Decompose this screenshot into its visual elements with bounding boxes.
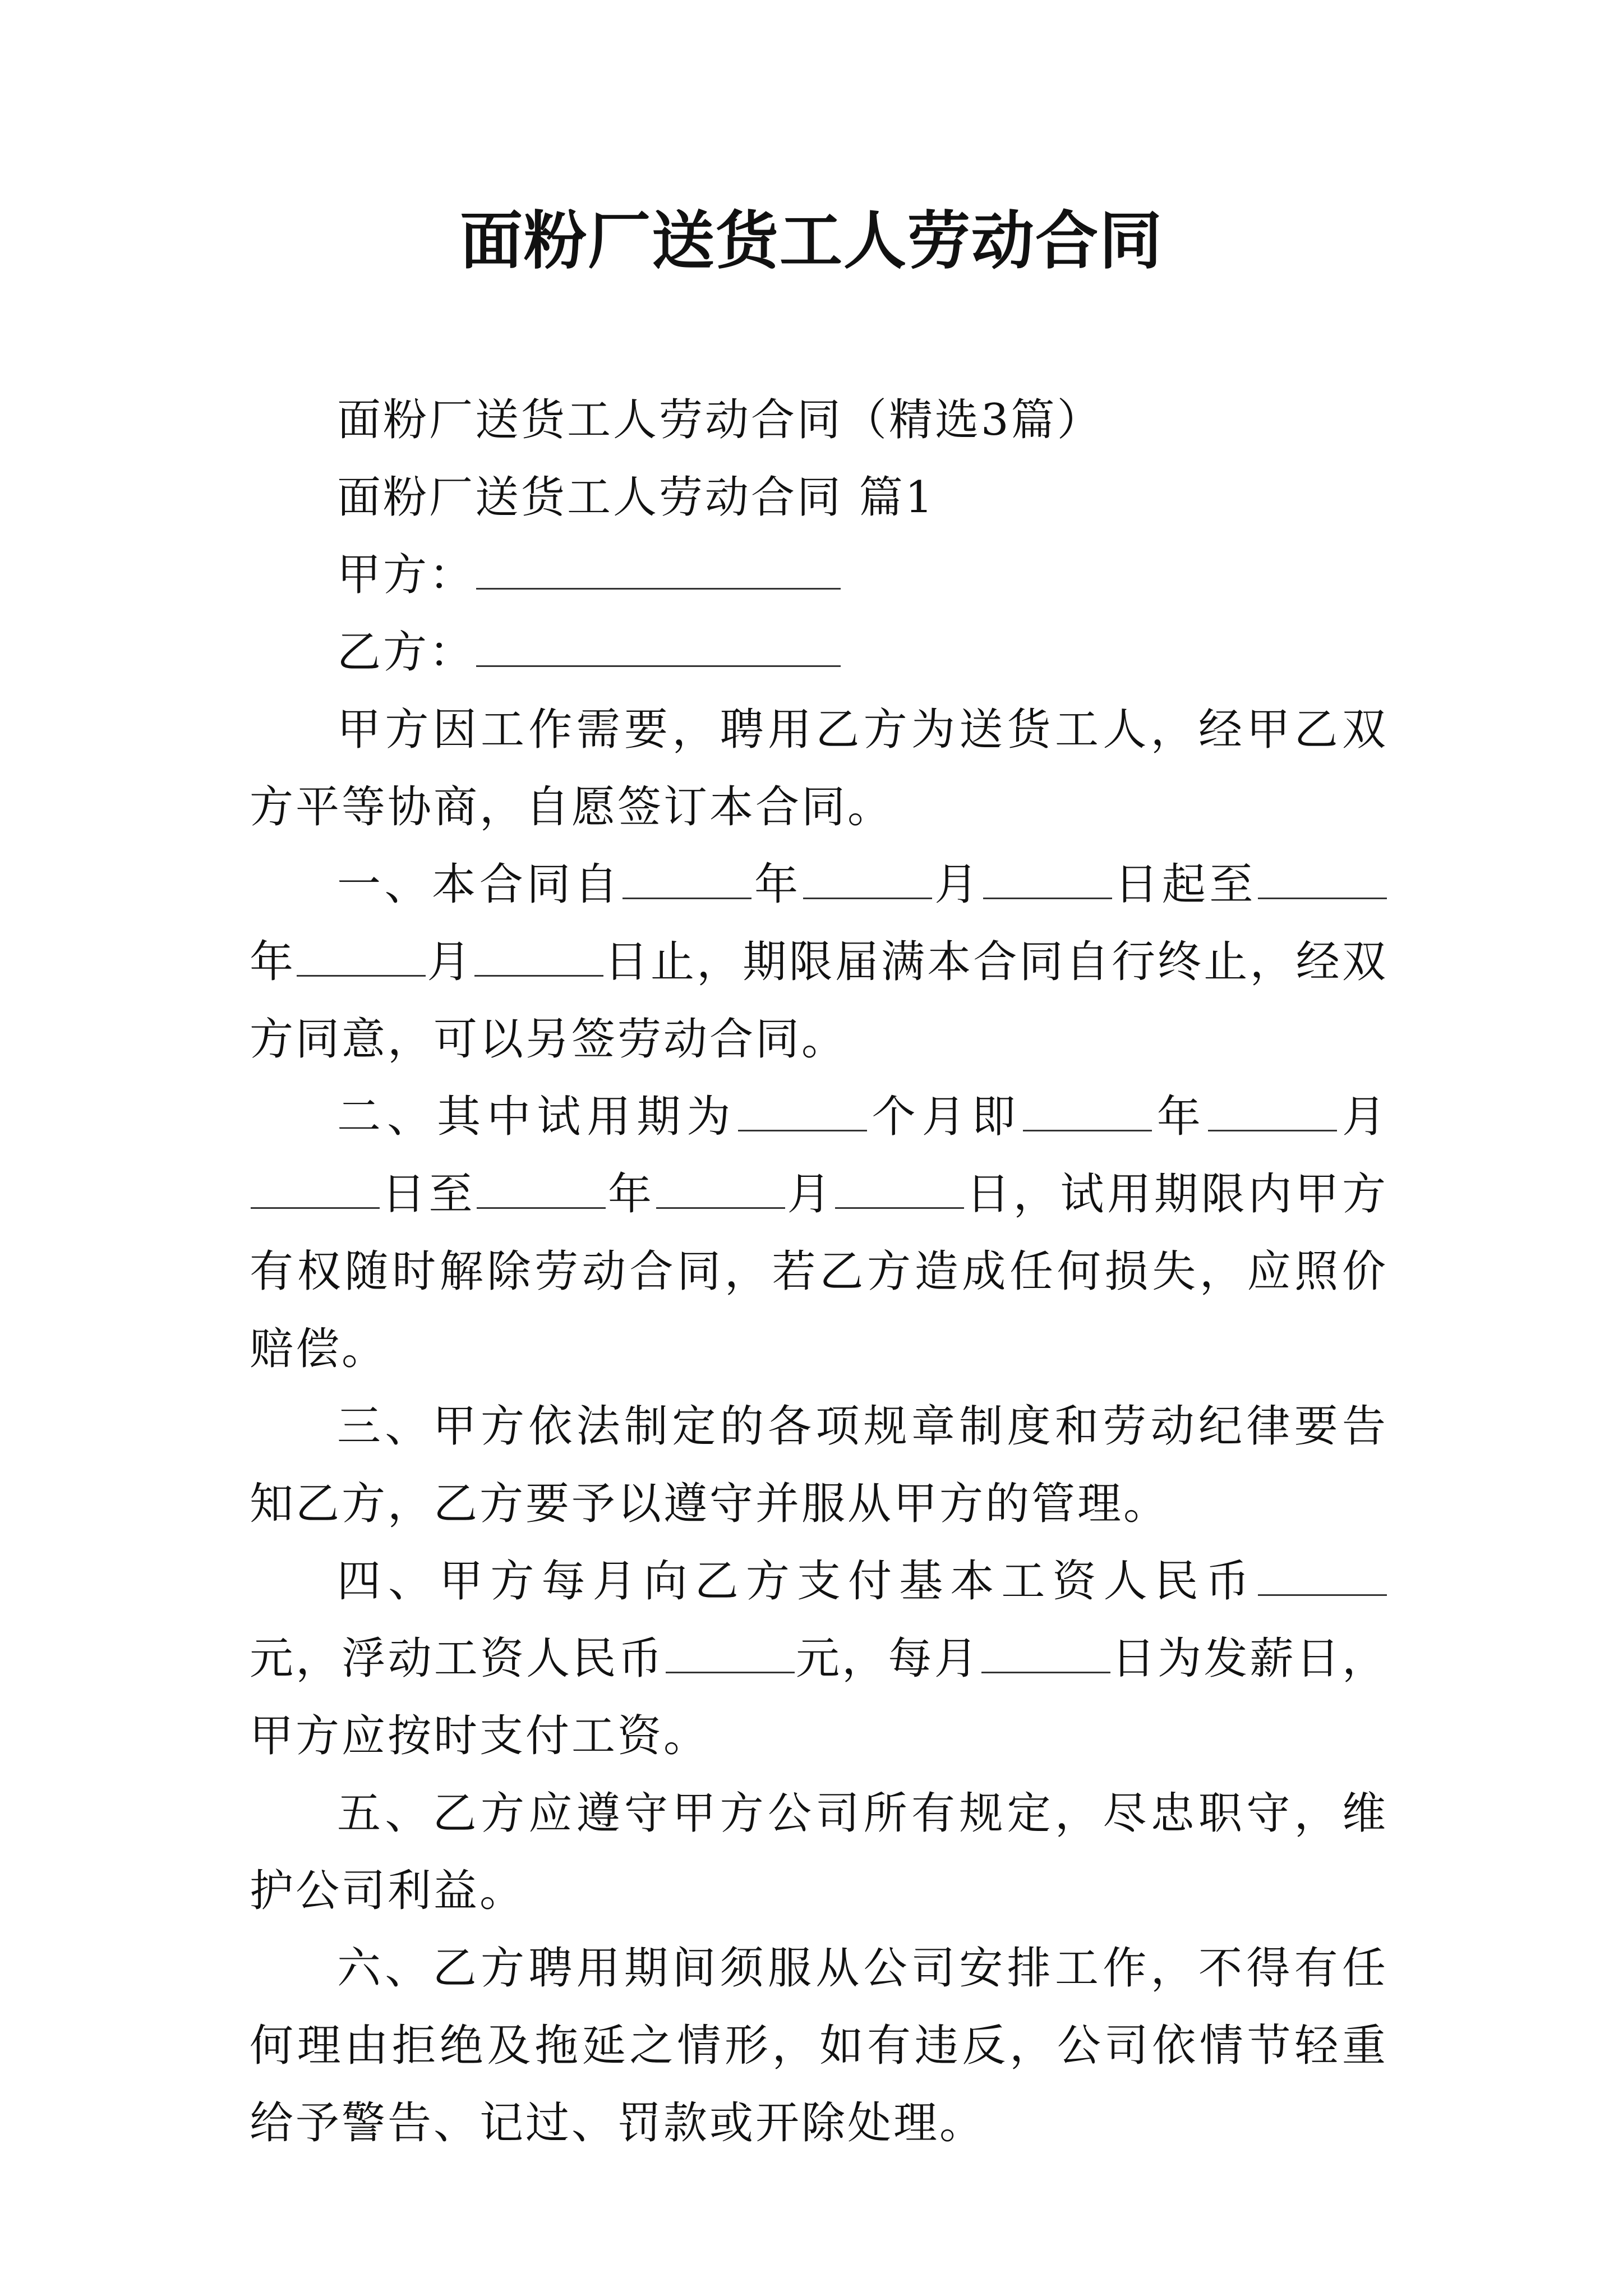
blank [1258, 1553, 1387, 1596]
clause-2-text: 年 [607, 1169, 655, 1220]
blank [666, 1630, 795, 1673]
clause-5: 五、乙方应遵守甲方公司所有规定，尽忠职守，维护公司利益。 [250, 1788, 1388, 1916]
clause-4 [250, 1543, 1388, 1775]
blank [835, 1166, 964, 1209]
clause-2-text: 年 [1152, 1092, 1207, 1142]
blank [656, 1166, 785, 1209]
clause-2 [250, 1078, 1388, 1388]
clause-1-text: 年 [250, 937, 296, 987]
clause-2-text: 日，试用期限内甲方有权随时解除劳动合同，若乙方造成任何损失，应照价赔偿。 [250, 1169, 1388, 1374]
clause-1-text: 月 [427, 937, 473, 987]
clause-2-text: 个月即 [868, 1092, 1022, 1142]
clause-1-text: 月 [933, 859, 982, 910]
clause-4-text: 元，每月 [795, 1634, 980, 1684]
party-b-line [250, 614, 1388, 691]
blank [981, 1630, 1110, 1673]
clause-2-text: 日至 [381, 1169, 476, 1220]
document-body [250, 381, 1388, 2162]
party-a-blank [476, 546, 841, 590]
clause-1-text: 日止，期限届满本合同自行终止，经双方同意，可以另签劳动合同。 [250, 937, 1388, 1065]
document-title: 面粉厂送货工人劳动合同 [460, 205, 1163, 278]
clause-4-text: 四、甲方每月向乙方支付基本工资人民币 [337, 1556, 1257, 1607]
blank [1208, 1088, 1337, 1131]
clause-2-text: 月 [1338, 1092, 1388, 1142]
blank [983, 856, 1112, 899]
clause-4-text: 日为发薪日，甲方应按时支付工资。 [250, 1634, 1388, 1761]
document-subtitle: 面粉厂送货工人劳动合同（精选3篇） [337, 395, 1103, 445]
blank [738, 1088, 867, 1131]
blank [1258, 856, 1387, 899]
party-a-label: 甲方： [337, 550, 476, 600]
party-a-line [250, 536, 1388, 614]
blank [251, 1166, 380, 1209]
blank [623, 856, 751, 899]
party-b-label: 乙方： [337, 627, 476, 678]
clause-1-text: 一、本合同自 [337, 859, 622, 910]
section-heading: 面粉厂送货工人劳动合同 篇1 [337, 472, 935, 523]
clause-1-text: 日起至 [1113, 859, 1257, 910]
clause-4-text: 元，浮动工资人民币 [250, 1634, 665, 1684]
clause-2-text: 月 [786, 1169, 834, 1220]
blank [474, 933, 603, 977]
blank [803, 856, 932, 899]
clause-3: 三、甲方依法制定的各项规章制度和劳动纪律要告知乙方，乙方要予以遵守并服从甲方的管理。 [250, 1401, 1388, 1529]
clause-1-text: 年 [753, 859, 802, 910]
blank [297, 933, 426, 977]
intro-paragraph: 甲方因工作需要，聘用乙方为送货工人，经甲乙双方平等协商，自愿签订本合同。 [250, 705, 1388, 832]
clause-2-text: 二、其中试用期为 [337, 1092, 737, 1142]
blank [477, 1166, 606, 1209]
clause-1 [250, 846, 1388, 1078]
party-b-blank [476, 624, 841, 667]
blank [1023, 1088, 1152, 1131]
clause-6: 六、乙方聘用期间须服从公司安排工作，不得有任何理由拒绝及拖延之情形，如有违反，公司依情节轻重给予警告、记过、罚款或开除处理。 [250, 1943, 1388, 2148]
